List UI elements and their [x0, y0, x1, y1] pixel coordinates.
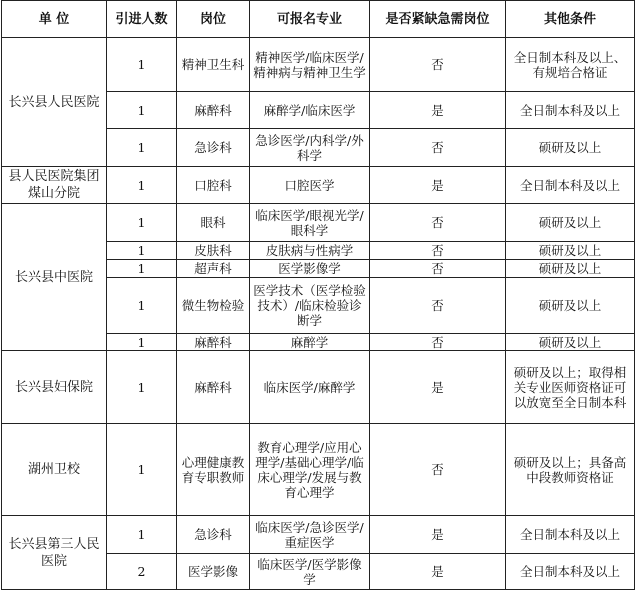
- header-major: 可报名专业: [250, 1, 370, 38]
- header-other: 其他条件: [506, 1, 635, 38]
- post-cell: 医学影像: [177, 554, 250, 590]
- table-row: [2, 424, 635, 516]
- urgent-cell: 是: [370, 554, 506, 590]
- major-cell: 临床医学/眼视光学/眼科学: [250, 204, 370, 242]
- count-cell: 1: [107, 167, 177, 204]
- post-cell: 超声科: [177, 260, 250, 278]
- other-cell: 硕研及以上；取得相关专业医师资格证可以放宽至全日制本科: [506, 351, 635, 424]
- major-cell: 急诊医学/内科学/外科学: [250, 129, 370, 167]
- unit-cell: 长兴县第三人民医院: [2, 516, 107, 590]
- major-cell: 医学技术（医学检验技术）/临床检验诊断学: [250, 278, 370, 334]
- table-row: [2, 516, 635, 554]
- post-cell: 口腔科: [177, 167, 250, 204]
- urgent-cell: 否: [370, 424, 506, 516]
- table-row: [2, 351, 635, 424]
- post-cell: 麻醉科: [177, 92, 250, 129]
- post-cell: 微生物检验: [177, 278, 250, 334]
- table-row: [2, 167, 635, 204]
- major-cell: 麻醉学/临床医学: [250, 92, 370, 129]
- other-cell: 硕研及以上: [506, 278, 635, 334]
- other-cell: 硕研及以上；具备高中段教师资格证: [506, 424, 635, 516]
- count-cell: 1: [107, 38, 177, 92]
- post-cell: 精神卫生科: [177, 38, 250, 92]
- major-cell: 精神医学/临床医学/精神病与精神卫生学: [250, 38, 370, 92]
- post-cell: 急诊科: [177, 516, 250, 554]
- urgent-cell: 是: [370, 351, 506, 424]
- urgent-cell: 是: [370, 167, 506, 204]
- other-cell: 全日制本科及以上: [506, 554, 635, 590]
- count-cell: 1: [107, 334, 177, 351]
- urgent-cell: 否: [370, 334, 506, 351]
- unit-cell: 县人民医院集团煤山分院: [2, 167, 107, 204]
- post-cell: 心理健康教育专职教师: [177, 424, 250, 516]
- urgent-cell: 否: [370, 204, 506, 242]
- count-cell: 1: [107, 92, 177, 129]
- count-cell: 1: [107, 204, 177, 242]
- header-row: [2, 1, 635, 38]
- count-cell: 1: [107, 516, 177, 554]
- other-cell: 硕研及以上: [506, 204, 635, 242]
- recruitment-table: [1, 0, 635, 590]
- post-cell: 麻醉科: [177, 351, 250, 424]
- post-cell: 眼科: [177, 204, 250, 242]
- other-cell: 全日制本科及以上: [506, 167, 635, 204]
- count-cell: 1: [107, 351, 177, 424]
- major-cell: 口腔医学: [250, 167, 370, 204]
- major-cell: 临床医学/医学影像学: [250, 554, 370, 590]
- other-cell: 硕研及以上: [506, 129, 635, 167]
- header-post: 岗位: [177, 1, 250, 38]
- post-cell: 麻醉科: [177, 334, 250, 351]
- major-cell: 皮肤病与性病学: [250, 242, 370, 260]
- major-cell: 麻醉学: [250, 334, 370, 351]
- other-cell: 硕研及以上: [506, 334, 635, 351]
- count-cell: 1: [107, 278, 177, 334]
- count-cell: 1: [107, 242, 177, 260]
- count-cell: 1: [107, 260, 177, 278]
- count-cell: 2: [107, 554, 177, 590]
- major-cell: 临床医学/麻醉学: [250, 351, 370, 424]
- unit-cell: 长兴县人民医院: [2, 38, 107, 167]
- urgent-cell: 否: [370, 260, 506, 278]
- unit-cell: 长兴县中医院: [2, 204, 107, 351]
- other-cell: 全日制本科及以上、有规培合格证: [506, 38, 635, 92]
- header-unit: 单 位: [2, 1, 107, 38]
- other-cell: 硕研及以上: [506, 242, 635, 260]
- header-urgent: 是否紧缺急需岗位: [370, 1, 506, 38]
- header-count: 引进人数: [107, 1, 177, 38]
- post-cell: 急诊科: [177, 129, 250, 167]
- other-cell: 硕研及以上: [506, 260, 635, 278]
- other-cell: 全日制本科及以上: [506, 92, 635, 129]
- urgent-cell: 否: [370, 129, 506, 167]
- major-cell: 医学影像学: [250, 260, 370, 278]
- urgent-cell: 否: [370, 38, 506, 92]
- other-cell: 全日制本科及以上: [506, 516, 635, 554]
- count-cell: 1: [107, 129, 177, 167]
- table-row: [2, 38, 635, 92]
- table-row: [2, 204, 635, 242]
- urgent-cell: 是: [370, 92, 506, 129]
- unit-cell: 湖州卫校: [2, 424, 107, 516]
- urgent-cell: 否: [370, 278, 506, 334]
- count-cell: 1: [107, 424, 177, 516]
- post-cell: 皮肤科: [177, 242, 250, 260]
- major-cell: 教育心理学/应用心理学/基础心理学/临床心理学/发展与教育心理学: [250, 424, 370, 516]
- unit-cell: 长兴县妇保院: [2, 351, 107, 424]
- urgent-cell: 否: [370, 242, 506, 260]
- urgent-cell: 是: [370, 516, 506, 554]
- major-cell: 临床医学/急诊医学/重症医学: [250, 516, 370, 554]
